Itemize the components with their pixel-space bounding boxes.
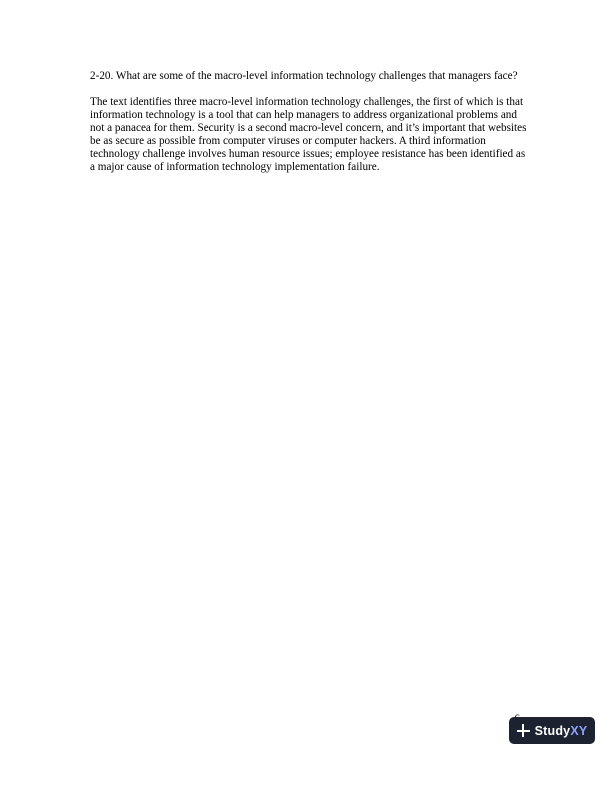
answer-text: The text identifies three macro-level information technology challenges, the first of which is that information technology is a tool that can help managers to address organizational problems and not a panacea for them. Security is a second macro-level concern, and it’s important that websites be as secure as possible from computer viruses or computer hackers. A third information technology challenge involves human resource issues; employee resistance has been identified as a major cause of information technology implementation failure. (90, 96, 527, 173)
brand-name-accent: XY (570, 723, 588, 738)
brand-logo-text (535, 724, 588, 738)
plus-icon (517, 724, 530, 737)
studyxy-badge[interactable] (509, 717, 595, 744)
question-text: 2-20. What are some of the macro-level information technology challenges that managers face? (90, 70, 518, 82)
brand-name-main: Study (534, 723, 571, 738)
page-content (90, 70, 530, 174)
